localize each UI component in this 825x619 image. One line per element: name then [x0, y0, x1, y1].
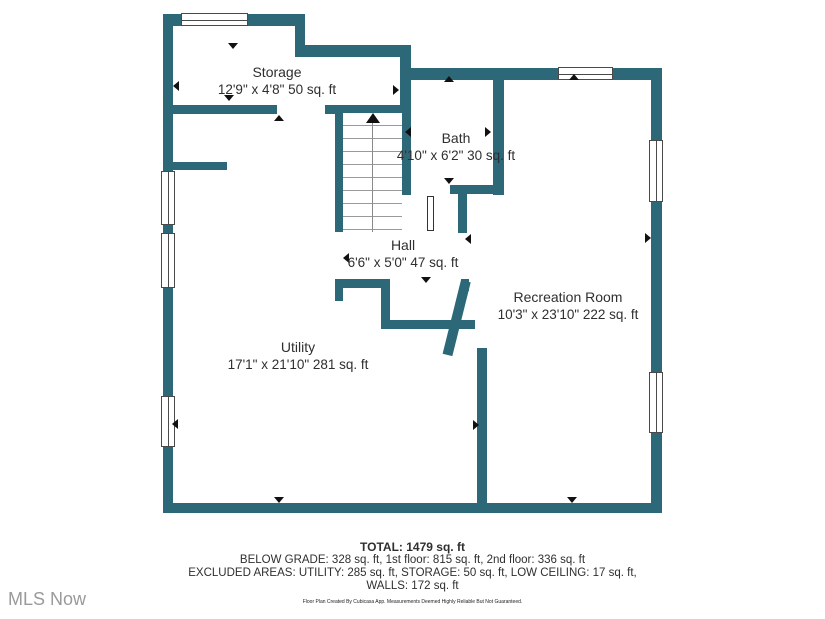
door-marker: [393, 85, 399, 95]
wall-storage-bottom-left: [163, 105, 277, 114]
summary-floors: BELOW GRADE: 328 sq. ft, 1st floor: 815 sq. ft, 2nd floor: 336 sq. ft: [239, 554, 586, 566]
room-name: Recreation Room: [513, 289, 623, 305]
summary-walls: WALLS: 172 sq. ft: [366, 580, 459, 592]
window-symbol: [558, 67, 613, 80]
room-name: Bath: [441, 130, 471, 146]
window-symbol: [649, 372, 663, 433]
window-symbol: [181, 13, 248, 26]
wall-bottom: [163, 503, 662, 513]
door-marker: [567, 497, 577, 503]
window-symbol: [649, 140, 663, 202]
door-marker: [645, 233, 651, 243]
room-dims: 17'1" x 21'10" 281 sq. ft: [227, 357, 369, 372]
room-label-utility: [228, 338, 369, 373]
room-label-recreation-room: [498, 288, 639, 323]
room-dims: 10'3" x 23'10" 222 sq. ft: [497, 307, 639, 322]
wall-right: [651, 68, 662, 513]
wall-low-ceiling-stub: [163, 162, 227, 170]
door-marker: [173, 81, 179, 91]
wall-hall-L-horizontal: [335, 279, 390, 288]
door-marker: [473, 420, 479, 430]
room-name: Utility: [280, 339, 316, 355]
window-symbol: [161, 171, 175, 225]
area-summary: [0, 540, 825, 606]
room-name: Storage: [252, 64, 302, 80]
door-marker: [569, 74, 579, 80]
door-marker: [172, 419, 178, 429]
room-dims: 6'6" x 5'0" 47 sq. ft: [347, 255, 459, 270]
stairs-walk-line: [372, 117, 373, 232]
door-marker: [465, 234, 471, 244]
wall-hall-L-stub: [335, 279, 343, 301]
stairs-up-arrow-icon: [366, 113, 380, 123]
summary-total: TOTAL: 1479 sq. ft: [360, 540, 465, 554]
door-marker: [421, 277, 431, 283]
wall-diagonal: [443, 280, 471, 356]
door-marker: [274, 115, 284, 121]
room-name: Hall: [390, 237, 416, 253]
door-marker: [274, 497, 284, 503]
door-marker: [228, 43, 238, 49]
wall-hall-right-stub: [458, 194, 467, 233]
door-marker: [444, 76, 454, 82]
wall-top-right: [400, 68, 662, 80]
wall-bath-bottom: [450, 185, 504, 194]
room-label-hall: [348, 236, 459, 271]
summary-excluded: EXCLUDED AREAS: UTILITY: 285 sq. ft, STORAGE: 50 sq. ft, LOW CEILING: 17 sq. ft,: [188, 567, 637, 579]
door-marker: [444, 178, 454, 184]
room-dims: 12'9" x 4'8" 50 sq. ft: [217, 82, 337, 97]
wall-stairs-left: [335, 105, 343, 232]
room-label-storage: [218, 63, 336, 98]
room-dims: 4'10" x 6'2" 30 sq. ft: [396, 148, 516, 163]
door-leaf-symbol: [427, 196, 434, 231]
window-symbol: [161, 233, 175, 288]
wall-top-middle: [295, 45, 410, 57]
staircase: [343, 113, 402, 232]
room-label-bath: [397, 129, 515, 164]
mls-watermark: MLS Now: [8, 589, 87, 609]
summary-disclaimer: Floor Plan Created By Cubicasa App. Measurements Deemed Highly Reliable But Not Guaranteed.: [302, 599, 523, 605]
